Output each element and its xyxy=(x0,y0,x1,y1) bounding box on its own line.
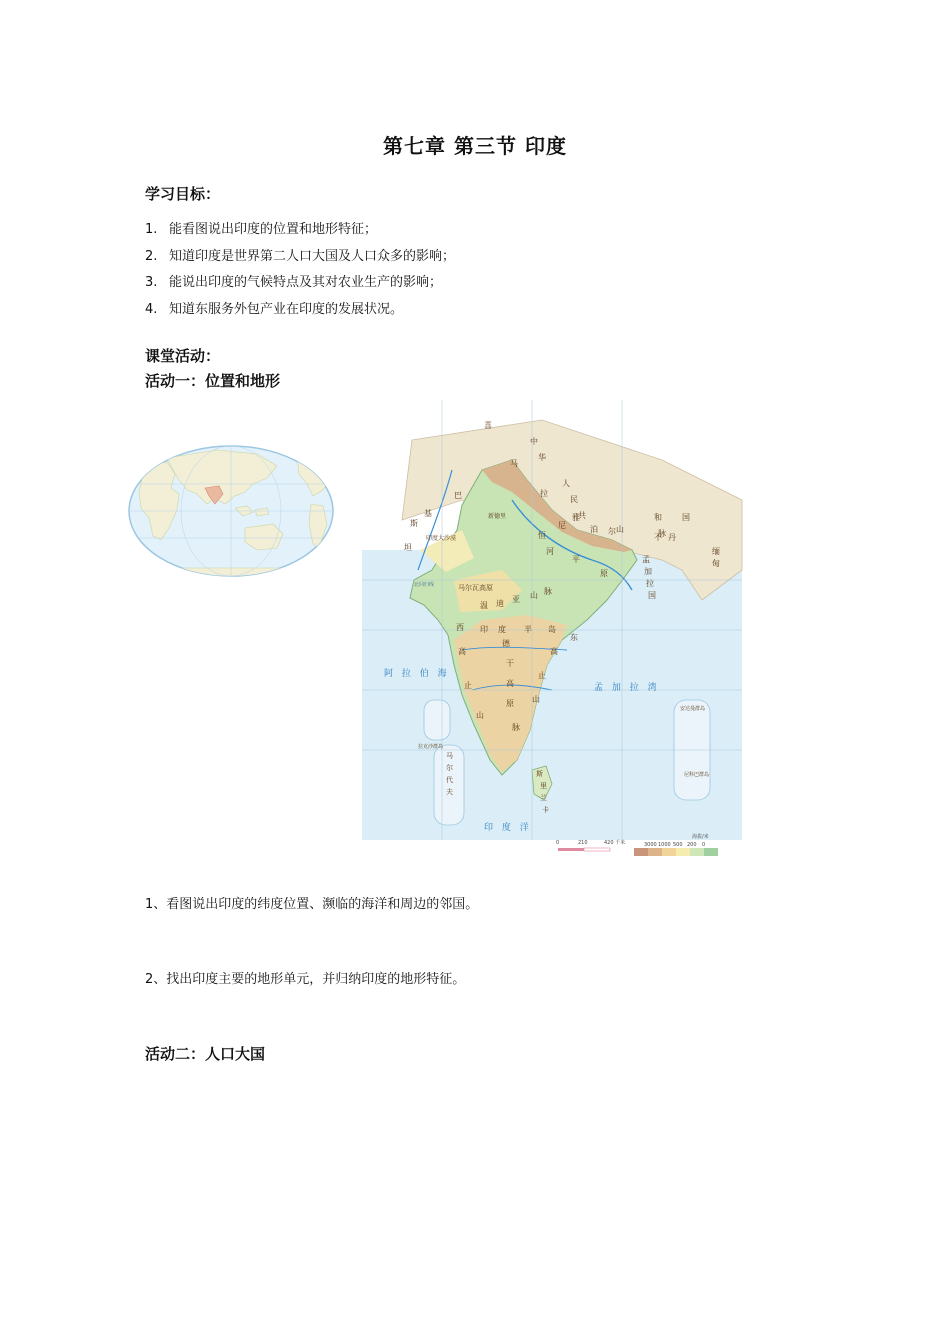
label-myanmar: 甸 xyxy=(712,559,720,568)
elevation-value: 500 xyxy=(673,842,683,848)
label-ghats-west: 止 xyxy=(464,681,472,690)
elevation-value: 200 xyxy=(687,842,697,848)
label-nicobar: 尼科巴群岛 xyxy=(684,772,710,778)
label-pakistan: 坦 xyxy=(404,543,412,552)
objective-number: 4. xyxy=(145,301,158,317)
label-ganges: 恒 xyxy=(538,531,546,540)
activity2-heading: 活动二：人口大国 xyxy=(145,1045,266,1063)
scale-label: 0 xyxy=(556,840,560,846)
label-china: 民 xyxy=(570,495,578,504)
label-ghats-east: 山 xyxy=(532,695,540,704)
label-nepal: 泊 xyxy=(590,525,598,534)
label-maldives: 夫 xyxy=(446,788,453,796)
label-sri-lanka: 兰 xyxy=(540,794,547,802)
label-sri-lanka: 里 xyxy=(540,782,547,790)
objectives-list xyxy=(145,217,455,323)
label-deccan: 干 xyxy=(506,659,514,668)
label-peninsula: 岛 xyxy=(548,625,556,634)
class-activities-heading: 课堂活动： xyxy=(145,347,221,365)
elevation-value: 1000 xyxy=(658,842,671,848)
label-maldives: 代 xyxy=(446,776,453,784)
label-nepal: 尼 xyxy=(558,521,566,530)
label-ghats-east: 东 xyxy=(570,633,578,642)
page-title: 第七章 第三节 印度 xyxy=(383,134,567,158)
label-sri-lanka: 斯 xyxy=(536,770,543,778)
elevation-value: 3000 xyxy=(644,842,657,848)
label-deccan: 高 xyxy=(506,679,514,688)
label-deccan: 德 xyxy=(502,639,510,648)
label-bangladesh: 孟 xyxy=(642,555,650,564)
label-tropic: 北回归线 xyxy=(414,582,435,588)
label-ghats-east: 止 xyxy=(538,671,546,680)
label-china: 人 xyxy=(562,479,570,488)
label-china: 中 xyxy=(530,437,538,446)
objective-item xyxy=(145,217,455,244)
objective-item xyxy=(145,244,455,271)
elevation-legend-title: 海拔/米 xyxy=(692,834,709,840)
label-bhutan: 丹 xyxy=(668,533,676,542)
label-ghats-east: 高 xyxy=(550,647,558,656)
world-globe-image xyxy=(127,444,335,578)
objective-item xyxy=(145,270,455,297)
label-arabian-sea: 阿 拉 伯 海 xyxy=(384,669,450,679)
label-bhutan: 不 xyxy=(654,533,662,542)
scale-label: 420 千米 xyxy=(604,840,626,846)
objective-number: 1. xyxy=(145,222,158,237)
label-himalaya: 马 xyxy=(510,459,518,468)
india-physical-map xyxy=(362,400,744,862)
objective-text: 能说出印度的气候特点及其对农业生产的影响； xyxy=(169,275,443,290)
label-sri-lanka: 卡 xyxy=(542,806,549,814)
label-pakistan: 基 xyxy=(424,509,432,518)
label-pakistan: 巴 xyxy=(454,491,462,500)
question-2: 2、找出印度主要的地形单元，并归纳印度的地形特征。 xyxy=(145,972,466,987)
label-vindhya: 迪 xyxy=(496,599,504,608)
objective-text: 能看图说出印度的位置和地形特征； xyxy=(169,222,378,237)
label-himalaya: 拉 xyxy=(540,489,548,498)
label-andaman: 安达曼群岛 xyxy=(680,706,706,712)
label-ghats-west: 山 xyxy=(476,711,484,720)
label-vindhya: 脉 xyxy=(544,587,552,596)
label-plain: 原 xyxy=(600,569,608,578)
label-himalaya: 喜 xyxy=(484,421,492,430)
label-vindhya: 山 xyxy=(530,591,538,600)
activity1-heading: 活动一：位置和地形 xyxy=(145,372,281,390)
label-deccan: 原 xyxy=(506,699,514,708)
objective-text: 知道印度是世界第二人口大国及人口众多的影响； xyxy=(169,248,456,264)
label-bay-of-bengal: 孟 加 拉 湾 xyxy=(594,683,660,693)
label-maldives: 马 xyxy=(446,752,453,760)
label-indian-ocean: 印 度 洋 xyxy=(484,823,532,833)
label-plain: 平 xyxy=(572,555,580,564)
label-vindhya: 温 xyxy=(480,601,488,610)
objectives-heading: 学习目标： xyxy=(145,185,221,203)
label-himalaya: 山 xyxy=(616,525,624,534)
label-maldives: 尔 xyxy=(446,764,453,772)
objective-text: 知道东服务外包产业在印度的发展状况。 xyxy=(169,301,404,317)
objective-item xyxy=(145,297,455,324)
label-bangladesh: 国 xyxy=(648,591,656,600)
objective-number: 3. xyxy=(145,275,158,290)
objective-number: 2. xyxy=(145,248,158,264)
label-thar: 印度大沙漠 xyxy=(426,535,457,542)
elevation-value: 0 xyxy=(702,842,706,848)
label-nepal: 尔 xyxy=(608,527,616,536)
label-malwa: 马尔瓦高原 xyxy=(458,584,493,592)
label-peninsula: 半 xyxy=(524,625,532,634)
label-vindhya: 亚 xyxy=(512,595,520,604)
label-bangladesh: 拉 xyxy=(646,579,654,588)
label-pakistan: 斯 xyxy=(410,519,418,528)
label-bangladesh: 加 xyxy=(644,567,652,576)
label-new-delhi: 新德里 xyxy=(488,513,507,520)
label-china: 和 xyxy=(654,513,662,522)
label-china: 国 xyxy=(682,513,690,522)
label-lakshadweep: 拉克沙群岛 xyxy=(418,744,444,750)
label-himalaya: 脉 xyxy=(658,529,666,538)
label-china: 共 xyxy=(578,511,586,520)
label-china: 华 xyxy=(538,453,546,462)
label-myanmar: 缅 xyxy=(712,547,720,556)
scale-label: 210 xyxy=(578,840,588,846)
label-ghats-west: 西 xyxy=(456,623,464,632)
label-himalaya: 雅 xyxy=(572,513,580,522)
label-peninsula: 度 xyxy=(498,625,506,634)
label-peninsula: 印 xyxy=(480,625,488,634)
label-ghats-east: 脉 xyxy=(512,723,520,732)
question-1: 1、看图说出印度的纬度位置、濒临的海洋和周边的邻国。 xyxy=(145,897,479,912)
label-ghats-west: 高 xyxy=(458,647,466,656)
label-ganges: 河 xyxy=(546,547,554,556)
